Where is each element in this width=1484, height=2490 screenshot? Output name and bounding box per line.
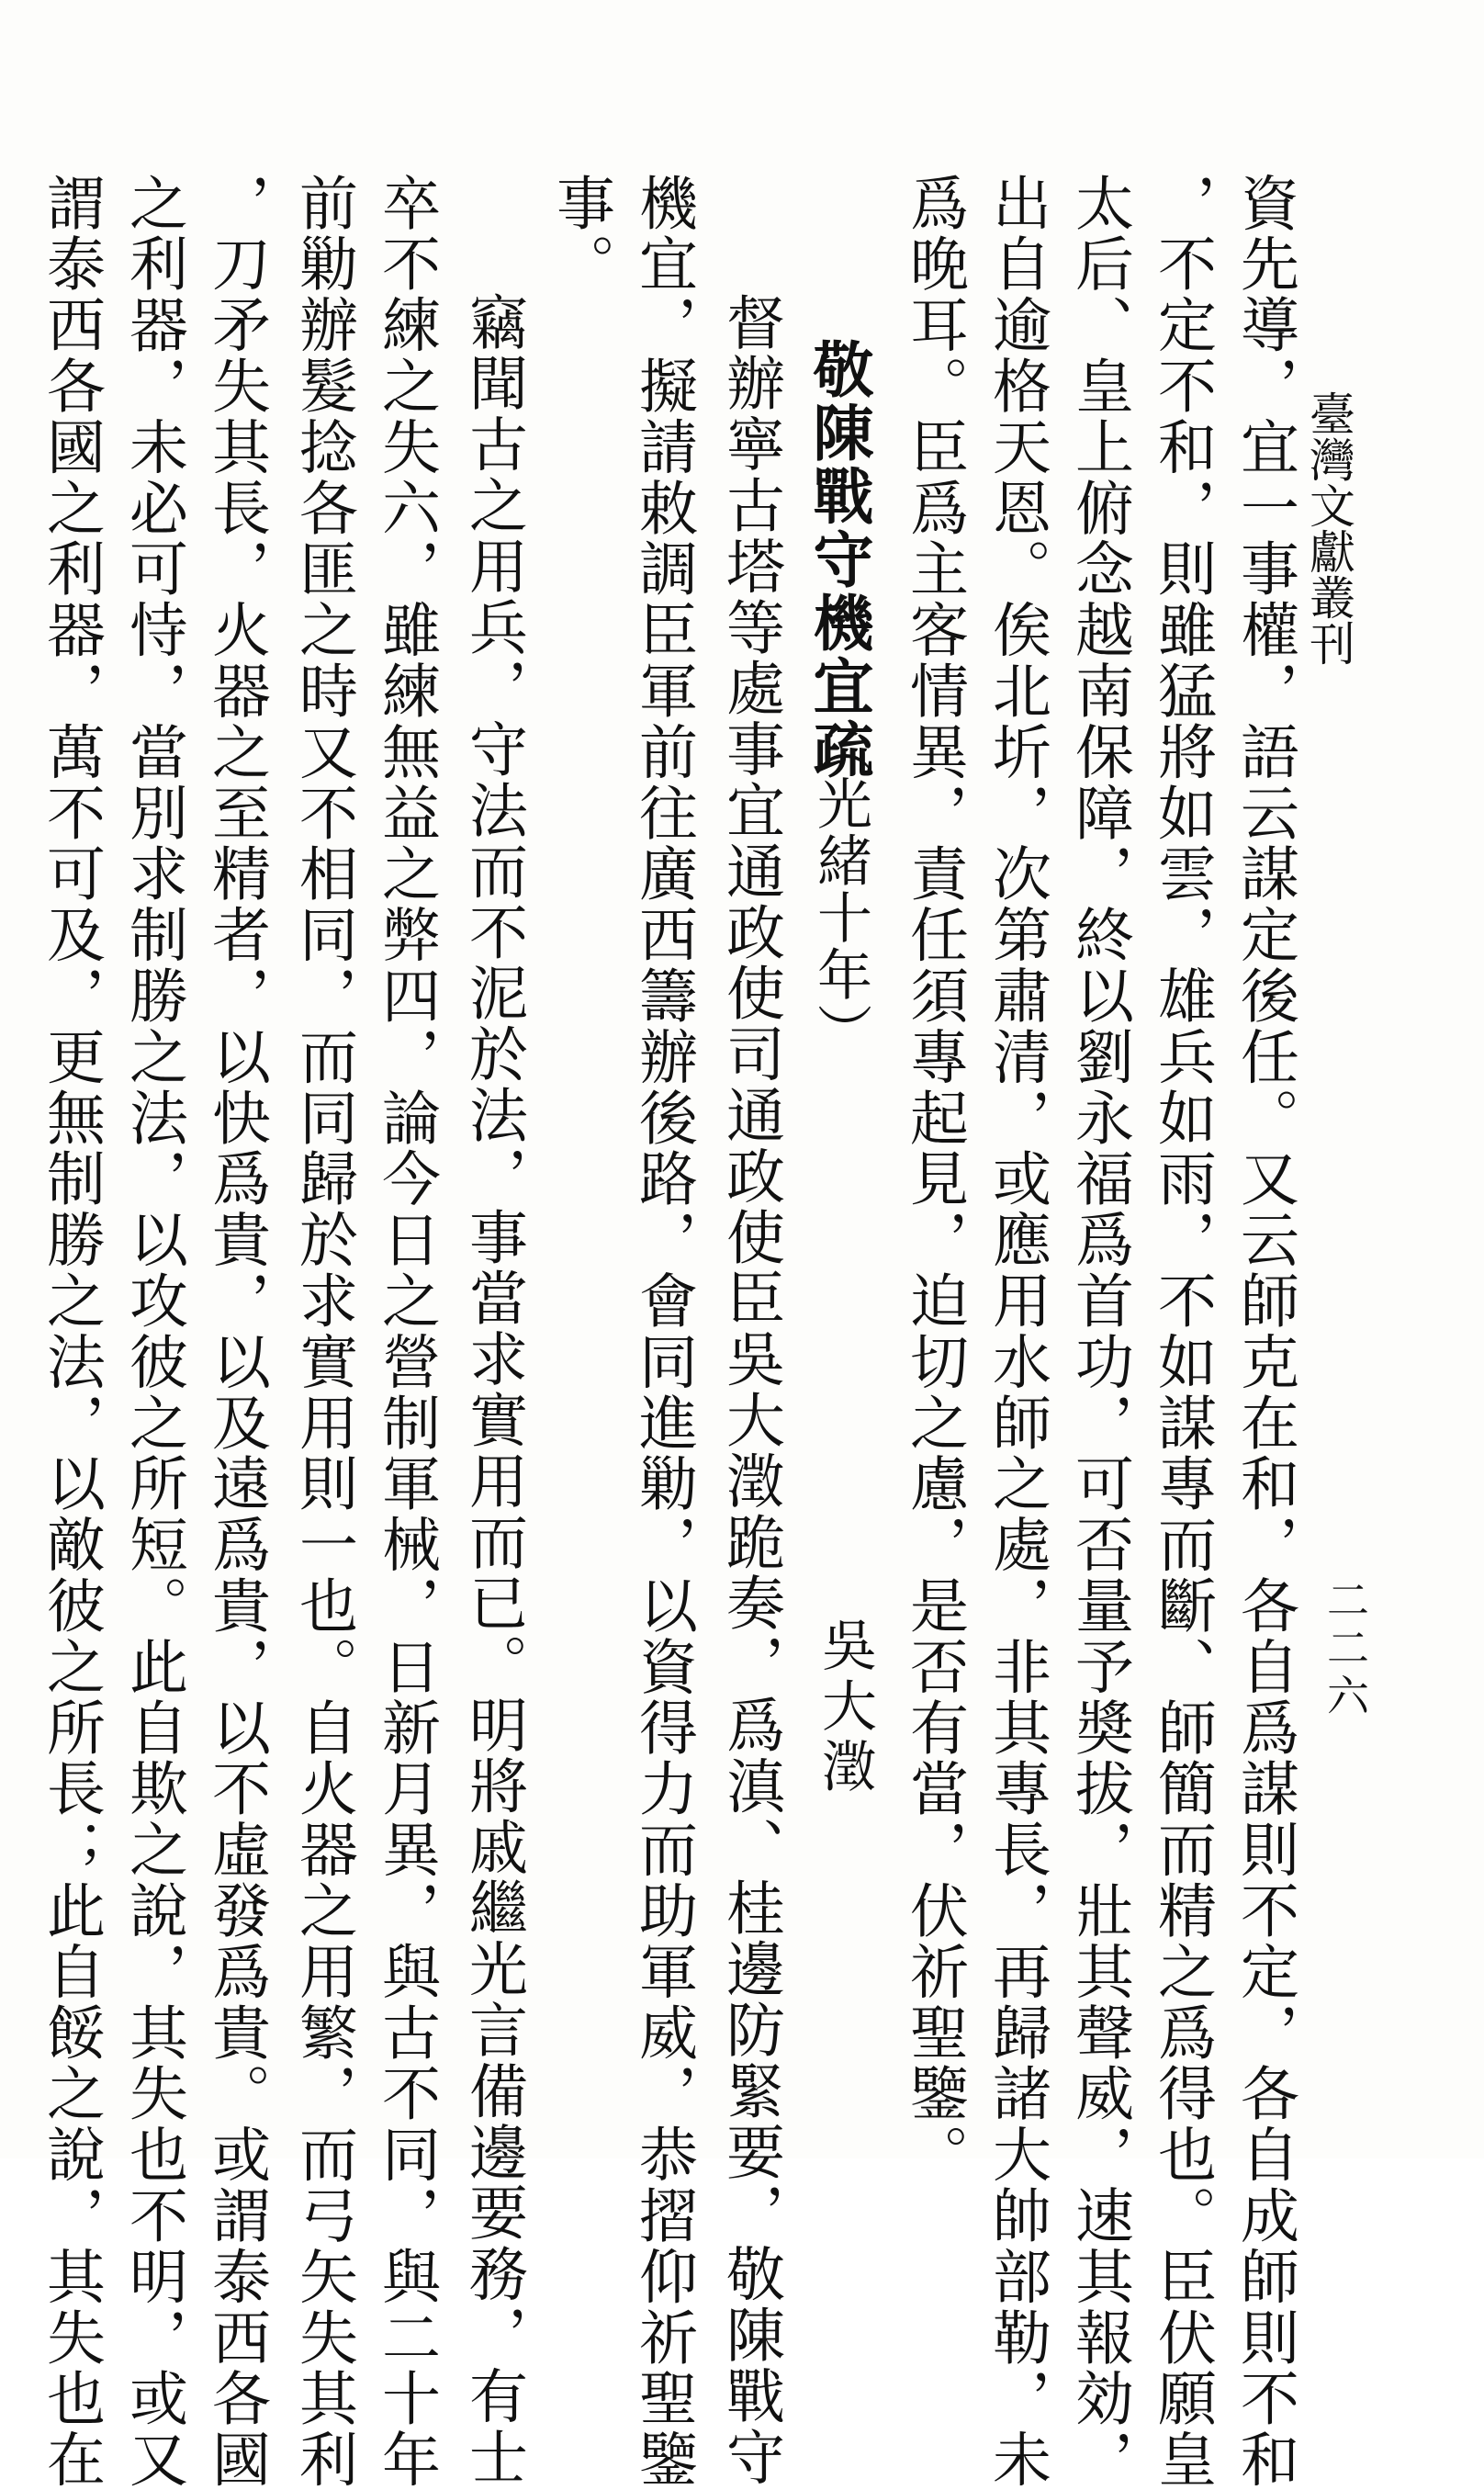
text-column-10: 卒不練之失六，雖練無益之弊四，論今日之營制軍械，日新月異，與古不同，與二十年 bbox=[372, 173, 440, 2490]
section-author: 吳大澂 bbox=[813, 1617, 877, 1798]
text-column-4: 出自逾格天恩。俟北圻，次第肅清，或應用水師之處，非其專長，再歸諸大帥部勒，未 bbox=[983, 173, 1051, 2490]
page-number: 二二六 bbox=[1321, 1578, 1370, 1721]
text-column-12: ，刀矛失其長，火器之至精者，以快爲貴，以及遠爲貴，以不虛發爲貴。或謂泰西各國 bbox=[202, 173, 270, 2490]
text-column-3: 太后、皇上俯念越南保障，終以劉永福爲首功，可否量予奬拔，壯其聲威，速其報効， bbox=[1065, 173, 1133, 2490]
text-column-2: ，不定不和，則雖猛將如雲，雄兵如雨，不如謀專而斷、師簡而精之爲得也。臣伏願皇 bbox=[1148, 173, 1216, 2490]
text-column-8: 事。 bbox=[546, 173, 614, 295]
text-column-13: 之利器，未必可恃，當別求制勝之法，以攻彼之所短。此自欺之說，其失也不明，或又 bbox=[119, 173, 187, 2490]
running-header-title: 臺灣文獻叢刊 bbox=[1302, 390, 1355, 666]
text-column-9: 竊聞古之用兵，守法而不泥於法，事當求實用而已。明將戚繼光言備邊要務，有士 bbox=[459, 292, 527, 2488]
section-title: 敬陳戰守機宜疏 bbox=[803, 338, 874, 782]
text-column-6: 督辦寧古塔等處事宜通政使司通政使臣吳大澂跪奏，爲滇、桂邊防緊要，敬陳戰守 bbox=[716, 292, 784, 2488]
section-date: （光緒十年） bbox=[808, 718, 872, 1060]
text-column-14: 謂泰西各國之利器，萬不可及，更無制勝之法，以敵彼之所長；此自餒之說，其失也在 bbox=[37, 173, 105, 2490]
text-column-1: 資先導，宜一事權，語云謀定後任。又云師克在和，各自爲謀則不定，各自成師則不和 bbox=[1231, 173, 1298, 2490]
text-column-11: 前勦辦髮捻各匪之時又不相同，而同歸於求實用則一也。自火器之用繁，而弓矢失其利 bbox=[289, 173, 357, 2490]
text-column-5: 爲晚耳。臣爲主客情異，責任須專起見，迫切之慮，是否有當，伏祈聖鑒。 bbox=[900, 173, 968, 2186]
text-column-7: 機宜，擬請敕調臣軍前往廣西籌辦後路，會同進勦，以資得力而助軍威，恭摺仰祈聖鑒 bbox=[629, 173, 697, 2490]
